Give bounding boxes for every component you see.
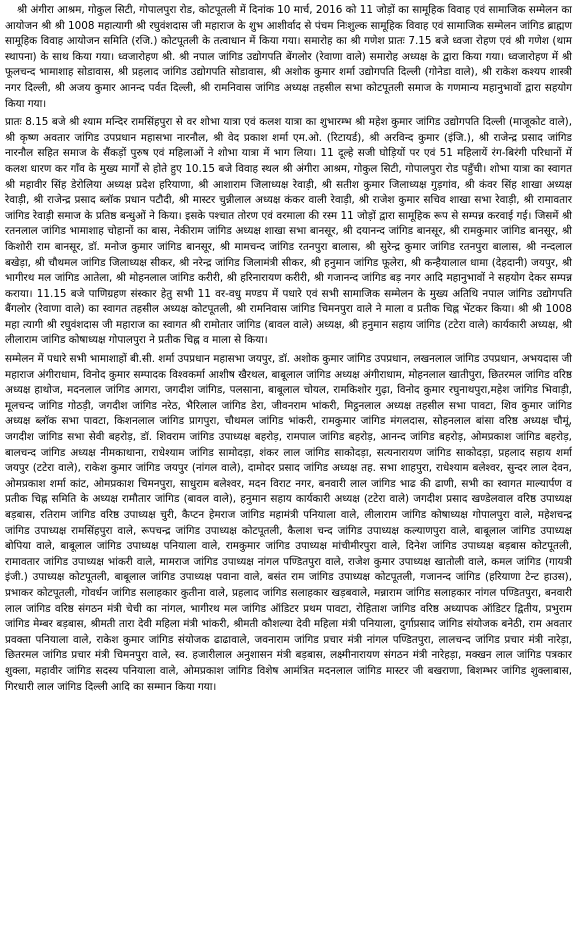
paragraph-procession: प्रातः 8.15 बजे श्री श्याम मन्दिर रामसिंहपुरा से वर शोभा यात्रा एवं कलश यात्रा का शुभारम्भ श्री महेश कुमार जांगिड उद्योगपति दिल्ली (माजूकोट वाले), श्री कृष्ण अवतार जांगिड उपप्रधान महासभा नारनौल, श्री वेद प्रकाश शर्मा एम.ओ. (रिटायर्ड), श्री अरविन्द कुमार (इंजि.), श्री राजेन्द्र प्रसाद जांगिड नारनौल सहित समाज के सैंकड़ों पुरुष एवं महिलाओं ने शोभा यात्रा में भाग लिया। 11 दूल्हे सजी घोड़ियों पर एवं 51 महिलायें रंग-बिरंगी परिधानों में कलश धारण कर गाँव के मुख्य मार्गों से होते हुए 10.15 बजे विवाह स्थल श्री अंगीरा आश्रम, गोकुल सिटी, गोपालपुरा रोड पहुँची। शोभा यात्रा का स्वागत श्री महावीर सिंह डेरोलिया अध्यक्ष प्रदेश हरियाणा, श्री आशाराम जिलाध्यक्ष रेवाड़ी, श्री सतीश कुमार जिलाध्यक्ष गुड़गांव, श्री कंवर सिंह शाखा अध्यक्ष रेवाड़ी, श्री राजेन्द्र प्रसाद ब्लॉक प्रधान पटौदी, श्री मास्टर चुन्नीलाल अध्यक्ष कंकर वाली रेवाड़ी, श्री राजेश कुमार सचिव शाखा सभा रेवाड़ी, श्री रामावतार जांगिड रेवाड़ी समाज के प्रतिष्ठ बन्धुओं ने किया। इसके पश्चात तोरण एवं वरमाला की रस्म 11 जोड़ों द्वारा सामूहिक रूप से सम्पन्न करवाई गई। जिसमें श्री रतनलाल जांगिड भामाशाह चोहानों का बास, नेकीराम जांगिड अध्यक्ष शाखा सभा बानसूर, श्री दयानन्द जांगिड बानसूर, श्री रामकुमार जांगिड बानसूर, श्री किशोरी राम बानसूर, डॉ. मनोज कुमार जांगिड बानसूर, श्री मामचन्द जांगिड रतनपुरा बालास, श्री सुरेन्द्र कुमार जांगिड रतनपुरा बालास, श्री नन्दलाल बखेड़ा, श्री चौथमल जांगिड जिलाध्यक्ष सीकर, श्री नरेन्द्र जांगिड जिलामंत्री सीकर, श्री हनुमान जांगिड फूलेरा, श्री कन्हैयालाल धामा (देहदानी) जयपुर, श्री भागीरथ मल जांगिड आतेला, श्री मोहनलाल जांगिड करीरी, श्री हरिनारायण करीरी, श्री गजानन्द जांगिड बड़ नगर आदि महानुभावों ने सहयोग देकर सम्पन्न कराया। 11.15 बजे पाणिग्रहण संस्कार हेतु सभी 11 वर-वधु मण्डप में पधारे एवं सभी सामाजिक सम्मेलन के मुख्य अतिथि नपाल जांगिड उद्योगपति बैंगलोर (रेवाणा वाले) का स्वागत तहसील अध्यक्ष कोटपूतली, श्री रामनिवास जांगिड चिमनपुरा वाले ने माला व प्रतीक चिह्न भेंटकर किया। श्री श्री 1008 महा त्यागी श्री रघुवंशदास जी महाराज का स्वागत श्री रामोतार जांगिड (बावल वाले) अध्यक्ष, श्री हनुमान सहाय जांगिड (टटेरा वाले) कार्यकारी अध्यक्ष, श्री लीलाराम जांगिड कोषाध्यक्ष गोपालपुरा ने प्रतीक चिह्न व माला से किया। [5, 116, 572, 347]
paragraph-felicitation: सम्मेलन में पधारे सभी भामाशाहों बी.सी. शर्मा उपप्रधान महासभा जयपुर, डॉ. अशोक कुमार जांगिड उपप्रधान, लखनलाल जांगिड उपप्रधान, अभयदास जी महाराज अंगीराधाम, विनोद कुमार सम्पादक विश्वकर्मा आशीष खैरथल, बाबूलाल जांगिड अध्यक्ष अंगीराधाम, मोहनलाल खातीपुरा, छितरमल जांगिड वरिष्ठ अध्यक्ष हाथोज, मदनलाल जांगिड आगरा, जगदीश जांगिड, पलसाना, बाबूलाल चोयल, रामकिशोर गुढ़ा, विनोद कुमार रघुनाथपुरा,महेश जांगिड भिवाड़ी, मूलचन्द जांगिड गोठड़ी, जगदीश जांगिड नरेठ, भैरिलाल जांगिड डेरा, जीवनराम भांकरी, मिट्ठनलाल अध्यक्ष तहसील सभा पावटा, शिव कुमार जांगिड अध्यक्ष ब्लॉक सभा पावटा, किशनलाल जांगिड प्रागपुरा, चौथमल जांगिड भांकरी, रामकुमार जांगिड मंगलदास, सोहनलाल बांसा वरिष्ठ अध्यक्ष चौमूं, जगदीश जांगिड सभा सेवी बहरोड़, डॉ. शिवराम जांगिड उपाध्यक्ष बहरोड़, रामपाल जांगिड बहरोड़, आनन्द जांगिड बहरोड़, ओमप्रकाश जांगिड बहरोड़, बालचन्द जांगिड अध्यक्ष नीमकाथाना, राधेश्याम जांगिड सामोदड़ा, शंकर लाल जांगिड साकोदड़ा, सत्यनारायण जांगिड साकोदड़ा, प्रहलाद सहाय शर्मा जयपुर (टटेरा वाले), राकेश कुमार जांगिड जयपुर (नांगल वाले), दामोदर प्रसाद जांगिड अध्यक्ष तह. सभा शाहपुरा, राधेश्याम बलेश्वर, सुन्दर लाल देवन, ओमप्रकाश शर्मा कांट, ओमप्रकाश चिमनपुरा, साधुराम बलेश्वर, मदन विराट नगर, बनवारी लाल जांगिड भाढ की ढाणी, सभी का स्वागत माल्यार्पण व प्रतीक चिह्न समिति के अध्यक्ष रामौतार जांगिड (बावल वाले), हनुमान सहाय कार्यकारी अध्यक्ष (टटेरा वाले) जगदीश प्रसाद खण्डेलवाल वरिष्ठ उपाध्यक्ष बड़बास, रतिराम जांगिड वरिष्ठ उपाध्यक्ष चुरी, कैप्टन हेमराज जांगिड महामंत्री पनियाला वाले, लीलाराम जांगिड कोषाध्यक्ष गोपालपुरा वाले, महेशचन्द्र जांगिड उपाध्यक्ष रामसिंहपुरा वाले, रूपचन्द्र जांगिड उपाध्यक्ष कोटपूतली, कैलाश चन्द जांगिड उपाध्यक्ष कल्याणपुरा वाले, बाबूलाल जांगिड उपाध्यक्ष बोपिया वाले, बाबूलाल जांगिड उपाध्यक्ष पनियाला वाले, रामकुमार जांगिड उपाध्यक्ष मांचीमीरपुरा वाले, दिनेश जांगिड उपाध्यक्ष बड़बास कोटपूतली, रामावतार जांगिड उपाध्यक्ष भांकरी वाले, मामराज जांगिड उपाध्यक्ष नांगल पण्डितपुरा वाले, राजेश कुमार उपाध्यक्ष खातोली वाले, कमल जांगिड (गायत्री इंजी.) उपाध्यक्ष कोटपूतली, बाबूलाल जांगिड उपाध्यक्ष पवाना वाले, बसंत राम जांगिड उपाध्यक्ष कोटपूतली, गजानन्द जांगिड (हरियाणा टेन्ट हाउस), प्रभाकर कोटपूतली, गोवर्धन जांगिड सलाहकार कुतीना वाले, प्रहलाद जांगिड सलाहकार खड़बवाले, मन्नाराम जांगिड सलाहकार नांगल पण्डितपुरा, बनवारी लाल जांगिड वरिष्ठ संगठन मंत्री चेची का नांगल, भागीरथ मल जांगिड ऑडिटर प्रथम पावटा, रोहिताश जांगिड वरिष्ठ अध्यापक ऑडिटर द्वितीय, प्रभुराम जांगिड मेम्बर बड़बास, श्रीमती तारा देवी महिला मंत्री भांकरी, श्रीमती कौशल्या देवी महिला मंत्री पनियाला, दुर्गाप्रसाद जांगिड संयोजक बनेठी, राम अवतार प्रवक्ता पनियाला वाले, राकेश कुमार जांगिड संयोजक ढाढावाले, जवनाराम जांगिड प्रचार मंत्री नांगल पण्डितपुरा, लालचन्द जांगिड प्रचार मंत्री नारेड़ा, छितरमल जांगिड प्रचार मंत्री चिमनपुरा वाले, स्व. हजारीलाल अनुशासन मंत्री बड़बास, लक्ष्मीनारायण संगठन मंत्री नारेहड़ा, मक्खन लाल जांगिड पत्रकार शुक्ला, महावीर जांगिड सदस्य पनियाला वाले, ओमप्रकाश जांगिड विशेष आमंत्रित मदनलाल जांगिड मास्टर जी बखराणा, बिशम्भर जांगिड शुक्लाबास, गिरधारी लाल जांगिड दिल्ली आदि का सम्मान किया गया। [5, 353, 572, 693]
paragraph-event-intro: श्री अंगीरा आश्रम, गोकुल सिटी, गोपालपुरा रोड, कोटपूतली में दिनांक 10 मार्च, 2016 को 11 जोड़ों का सामूहिक विवाह एवं सामाजिक सम्मेलन का आयोजन श्री श्री 1008 महात्यागी श्री रघुवंशदास जी महाराज के शुभ आशीर्वाद से पंचम निःशुल्क सामूहिक विवाह एवं सामाजिक सम्मेलन जांगिड ब्राह्मण सामूहिक विवाह आयोजन समिति (रजि.) कोटपूतली के तत्वाधान में किया गया। समारोह का श्री गणेश प्रातः 7.15 बजे ध्वजा रोहण एवं श्री गणेश (थाम स्थापना) के साथ किया गया। ध्वजारोहण श्री. श्री नपाल जांगिड उद्योगपति बेंगलोर (रेवाणा वाले) समारोह अध्यक्ष के द्वारा किया गया। ध्वजारोहण में श्री फूलचन्द भामाशाह सोडावास, श्री प्रहलाद जांगिड उद्योगपति सोडावास, श्री अशोक कुमार शर्मा उद्योगपति दिल्ली (गोनेडा वाले), श्री राकेश कश्यप शास्त्री नगर दिल्ली, श्री अजय कुमार आनन्द पर्वत दिल्ली, श्री रामनिवास जांगिड अध्यक्ष तहसील सभा कोटपूतली समाज के गणमान्य महानुभावों द्वारा सहयोग किया गया। [5, 4, 572, 110]
